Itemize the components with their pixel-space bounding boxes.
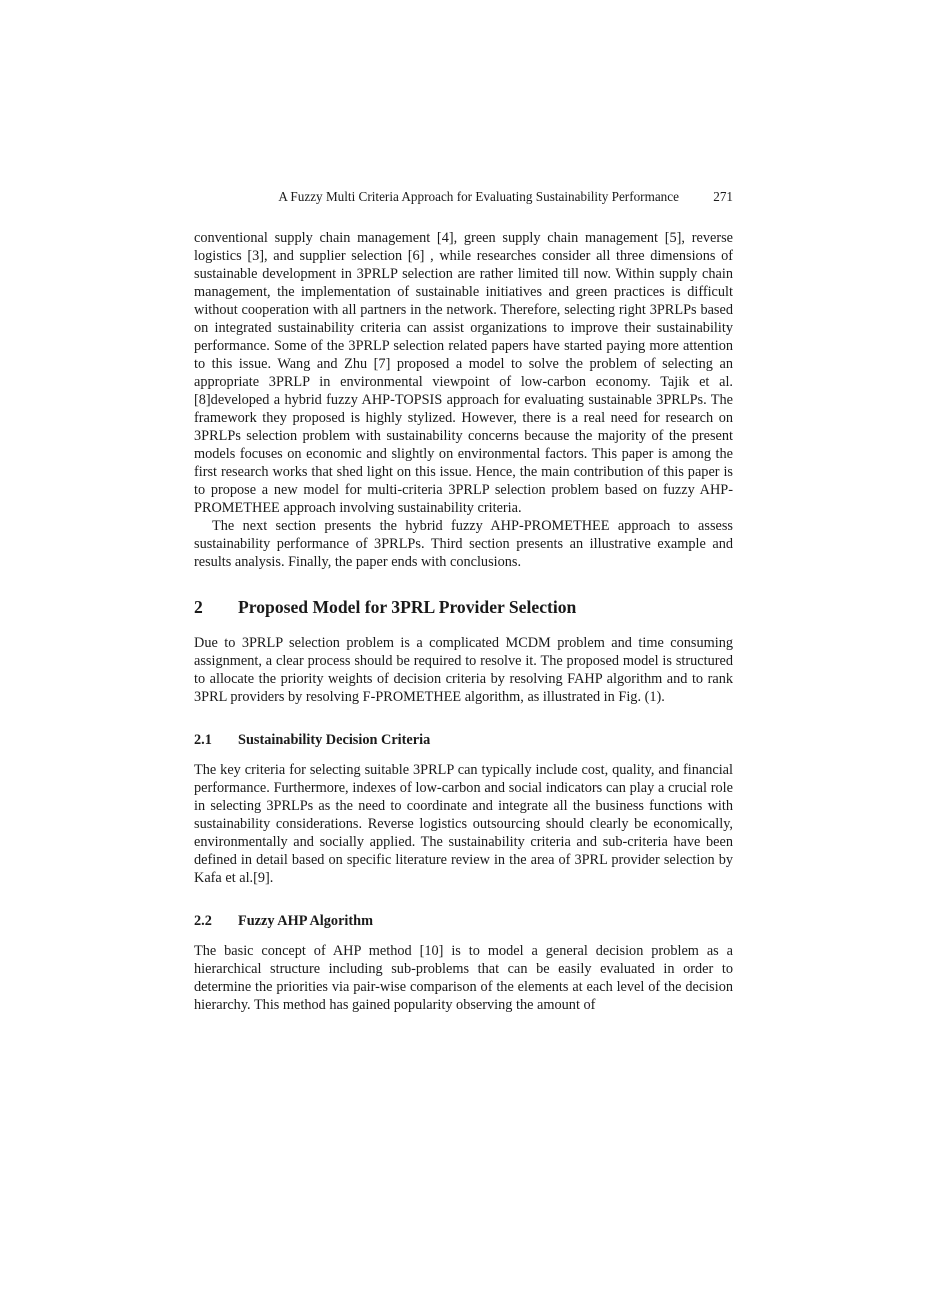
section-2-1-heading [194,731,733,749]
section-2-title: Proposed Model for 3PRL Provider Selection [238,597,577,617]
running-head [194,188,733,206]
section-2-heading [194,596,733,618]
section-2-1-paragraph: The key criteria for selecting suitable 3PRLP can typically include cost, quality, and financial performance. Furthermore, indexes of low-carbon and social indicators can play a crucial role in selecting 3PRLPs as the need to coordinate and integrate all the business functions with sustainability considerations. Reverse logistics outsourcing should clearly be economically, environmentally and socially applied. The sustainability criteria and sub-criteria have been defined in detail based on specific literature review in the area of 3PRL provider selection by Kafa et al.[9]. [194,762,733,886]
content [194,229,733,1014]
page-number: 271 [713,189,733,204]
section-2-paragraph: Due to 3PRLP selection problem is a complicated MCDM problem and time consuming assignment, a clear process should be required to resolve it. The proposed model is structured to allocate the priority weights of decision criteria by resolving FAHP algorithm and to rank 3PRL providers by resolving F-PROMETHEE algorithm, as illustrated in Fig. (1). [194,635,733,705]
section-2-1-number: 2.1 [194,732,212,748]
section-2-2-number: 2.2 [194,913,212,929]
section-2-number: 2 [194,597,203,617]
section-2-2-title: Fuzzy AHP Algorithm [238,913,374,929]
section-2-1-title: Sustainability Decision Criteria [238,732,431,748]
section-2-2-paragraph: The basic concept of AHP method [10] is to model a general decision problem as a hierarchical structure including sub-problems that can be easily evaluated in order to determine the priorities via pair-wise comparison of the elements at each level of the decision hierarchy. This method has gained popularity observing the amount of [194,943,733,1013]
section-2-2-heading [194,912,733,930]
intro-paragraph-1: conventional supply chain management [4], green supply chain management [5], reverse logistics [3], and supplier selection [6] , while researches consider all three dimensions of sustainable development in 3PRLP selection are rather limited till now. Within supply chain management, the implementation of sustainable initiatives and green practices is difficult without cooperation with all partners in the network. Therefore, selecting right 3PRLPs based on integrated sustainability criteria can assist organizations to improve their sustainability performance. Some of the 3PRLP selection related papers have started paying more attention to this issue. Wang and Zhu [7] proposed a model to solve the problem of selecting an appropriate 3PRLP in environmental viewpoint of low-carbon economy. Tajik et al.[8]developed a hybrid fuzzy AHP-TOPSIS approach for evaluating sustainable 3PRLPs. The framework they proposed is highly stylized. However, there is a real need for research on 3PRLPs selection problem with sustainability concerns because the majority of the present models focuses on economic and slightly on environmental factors. This paper is among the first research works that shed light on this issue. Hence, the main contribution of this paper is to propose a new model for multi-criteria 3PRLP selection problem based on fuzzy AHP-PROMETHEE approach involving sustainability criteria. [194,230,733,516]
running-title: A Fuzzy Multi Criteria Approach for Evaluating Sustainability Performance [278,189,679,204]
intro-paragraph-2: The next section presents the hybrid fuzzy AHP-PROMETHEE approach to assess sustainability performance of 3PRLPs. Third section presents an illustrative example and results analysis. Finally, the paper ends with conclusions. [194,518,733,570]
